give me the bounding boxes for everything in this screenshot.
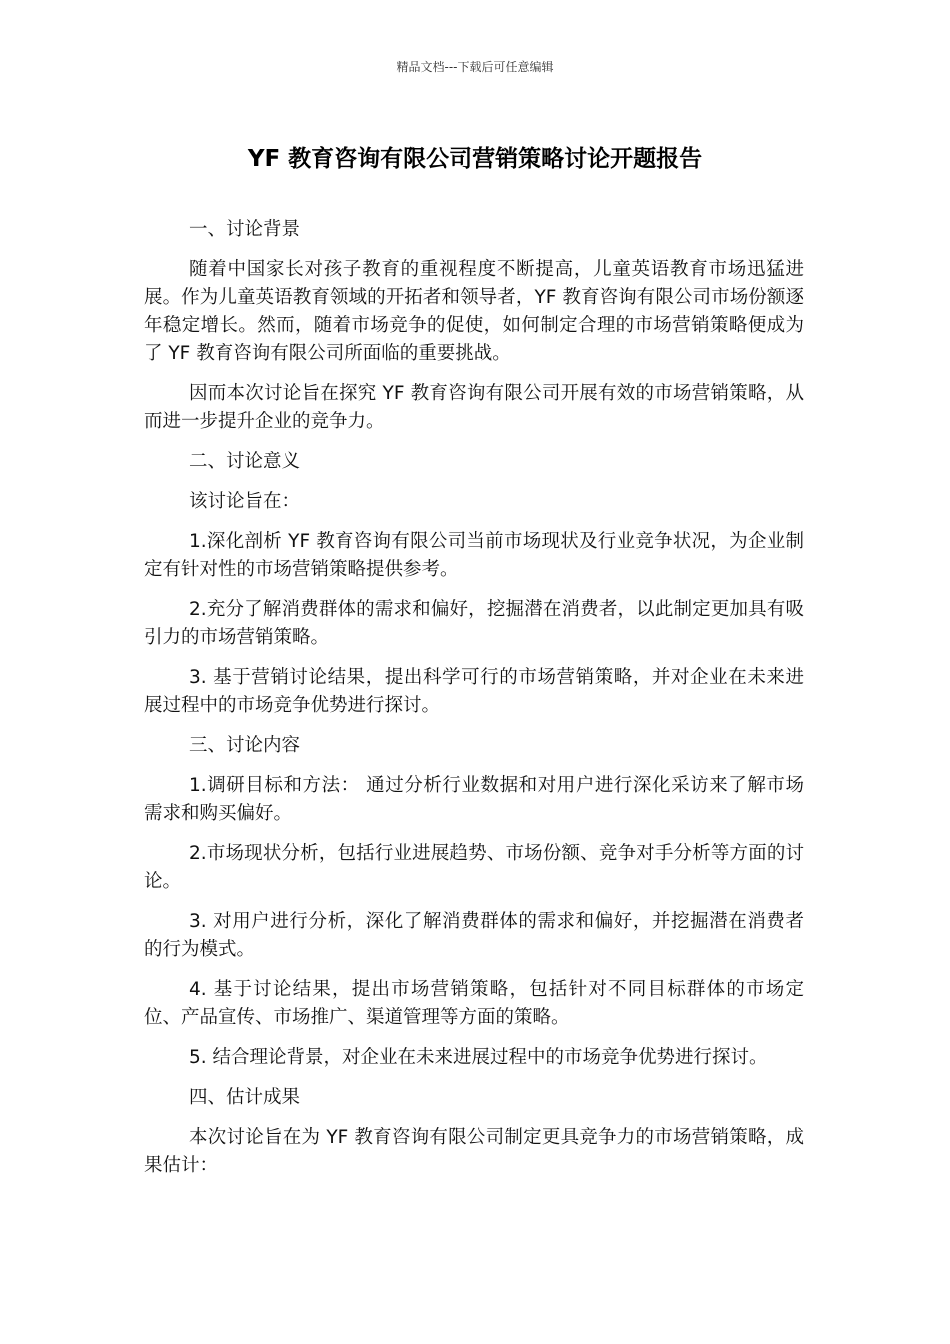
list-item-significance-1: 1.深化剖析 YF 教育咨询有限公司当前市场现状及行业竞争状况，为企业制定有针对性的市场营销策略提供参考。 [144, 531, 804, 580]
header-note: 精品文档---下载后可任意编辑 [396, 60, 554, 74]
paragraph-background-1: 随着中国家长对孩子教育的重视程度不断提高，儿童英语教育市场迅猛进展。作为儿童英语教育领域的开拓者和领导者，YF 教育咨询有限公司市场份额逐年稳定增长。然而，随着市场竞争的促使，如何制定合理的市场营销策略便成为了 YF 教育咨询有限公司所面临的重要挑战。 [144, 259, 804, 364]
list-item-significance-3: 3. 基于营销讨论结果，提出科学可行的市场营销策略，并对企业在未来进展过程中的市场竞争优势进行探讨。 [144, 667, 804, 716]
list-item-content-4: 4. 基于讨论结果，提出市场营销策略，包括针对不同目标群体的市场定位、产品宣传、市场推广、渠道管理等方面的策略。 [144, 979, 804, 1028]
list-item-content-5: 5. 结合理论背景，对企业在未来进展过程中的市场竞争优势进行探讨。 [189, 1047, 768, 1068]
paragraph-significance-intro: 该讨论旨在： [189, 491, 301, 512]
paragraph-background-2: 因而本次讨论旨在探究 YF 教育咨询有限公司开展有效的市场营销策略，从而进一步提升企业的竞争力。 [144, 383, 804, 432]
section-heading-outcomes: 四、估计成果 [189, 1087, 301, 1108]
section-heading-background: 一、讨论背景 [189, 219, 301, 240]
paragraph-outcomes: 本次讨论旨在为 YF 教育咨询有限公司制定更具竞争力的市场营销策略，成果估计： [144, 1127, 804, 1176]
document-title: YF 教育咨询有限公司营销策略讨论开题报告 [247, 146, 703, 172]
section-heading-content: 三、讨论内容 [189, 735, 301, 756]
list-item-significance-2: 2.充分了解消费群体的需求和偏好，挖掘潜在消费者，以此制定更加具有吸引力的市场营销策略。 [144, 599, 804, 648]
document-body [144, 216, 804, 1192]
list-item-content-1: 1.调研目标和方法： 通过分析行业数据和对用户进行深化采访来了解市场需求和购买偏好。 [144, 775, 804, 824]
section-heading-significance: 二、讨论意义 [189, 451, 301, 472]
list-item-content-2: 2.市场现状分析，包括行业进展趋势、市场份额、竞争对手分析等方面的讨论。 [144, 843, 804, 892]
list-item-content-3: 3. 对用户进行分析，深化了解消费群体的需求和偏好，并挖掘潜在消费者的行为模式。 [144, 911, 804, 960]
